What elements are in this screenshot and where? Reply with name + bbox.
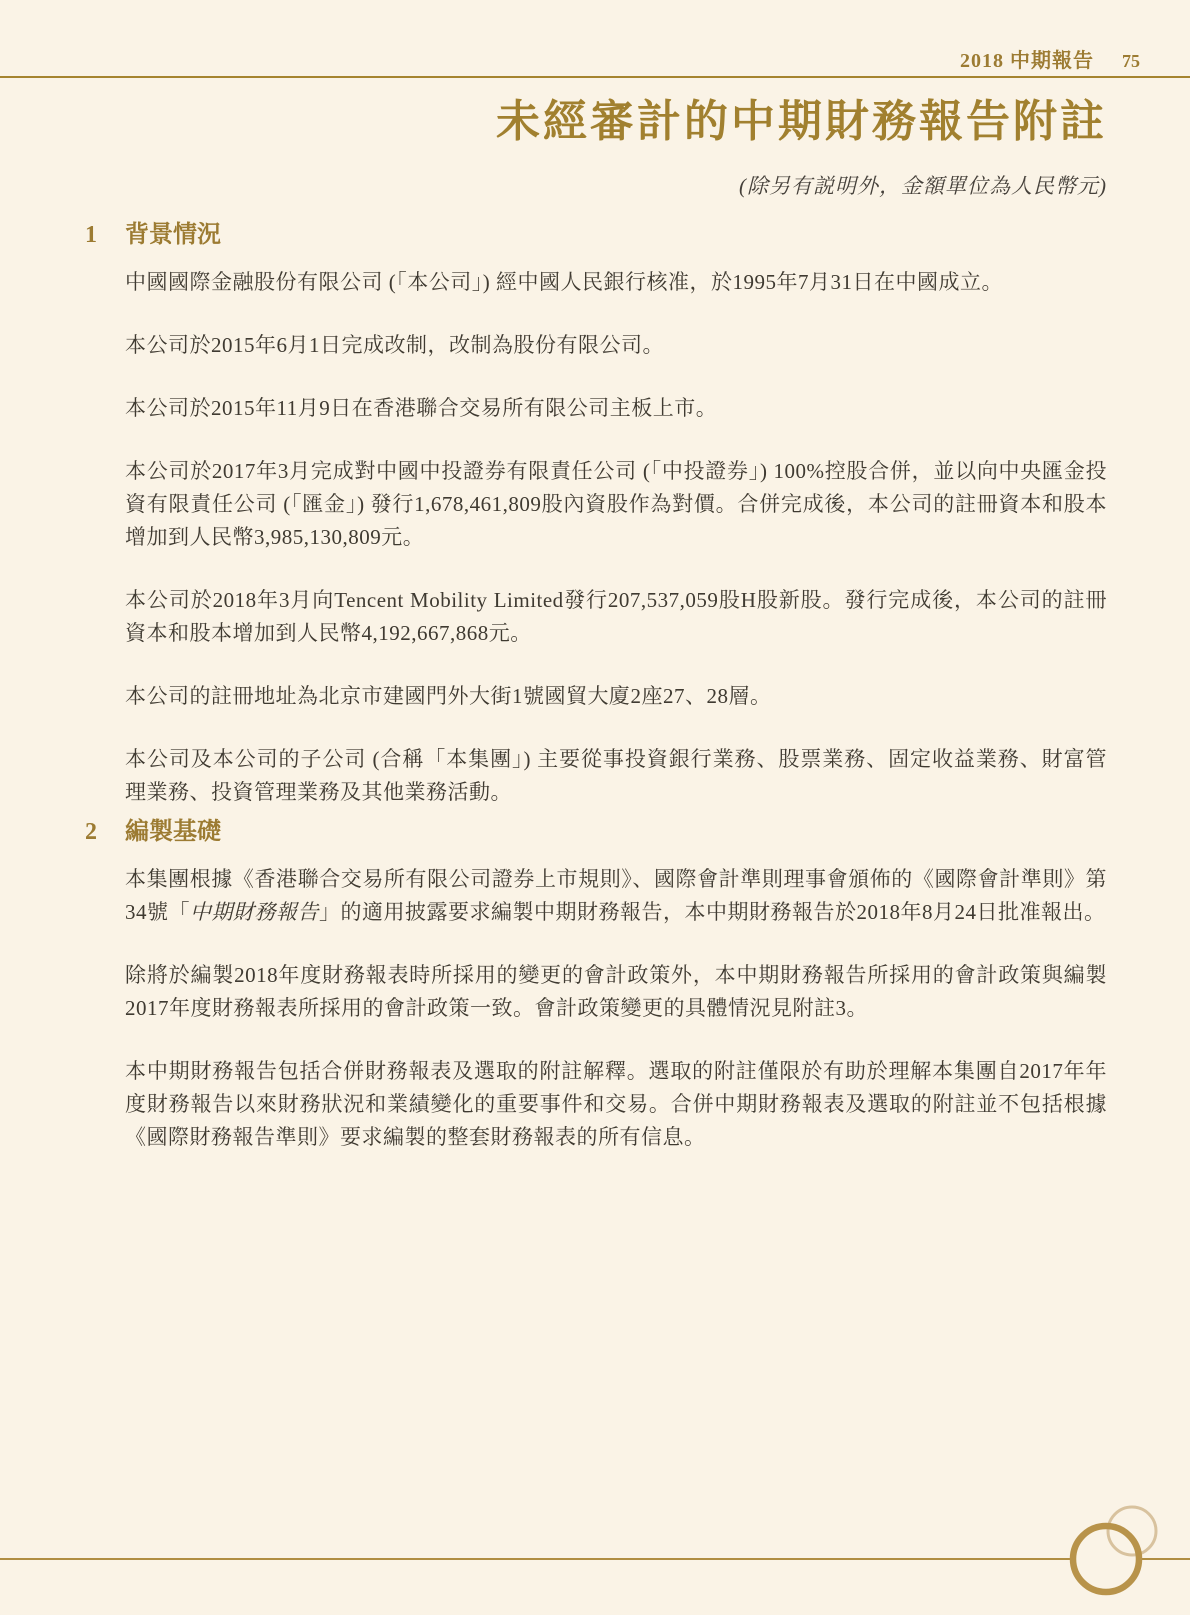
paragraph-restructuring: 本公司於2015年6月1日完成改制，改制為股份有限公司。 <box>125 333 664 357</box>
page-number: 75 <box>1122 51 1140 71</box>
document-body <box>85 220 1107 1154</box>
paragraph-text-pre: 本集團根據《香港聯合交易所有限公司證券上市規則》、國際會計準則理事會頒佈的《國際會計準則》第34號「 <box>125 867 1107 924</box>
section-2-heading-row <box>85 817 1107 847</box>
paragraph-group-business: 本公司及本公司的子公司 (合稱「本集團」) 主要從事投資銀行業務、股票業務、固定收益業務、財富管理業務、投資管理業務及其他業務活動。 <box>125 747 1107 804</box>
paragraph-preparation-standards <box>125 863 1107 929</box>
document-title: 未經審計的中期財務報告附註 <box>496 97 1107 146</box>
section-2-body <box>125 863 1107 1154</box>
page-header <box>960 44 1140 73</box>
paragraph-report-scope: 本中期財務報告包括合併財務報表及選取的附註解釋。選取的附註僅限於有助於理解本集團自2017年年度財務報告以來財務狀況和業績變化的重要事件和交易。合併中期財務報表及選取的附註並不包括根據《國際財務報告準則》要求編製的整套財務報表的所有信息。 <box>125 1059 1107 1149</box>
report-name: 2018 中期報告 <box>960 50 1094 72</box>
section-background <box>85 220 1107 809</box>
paragraph-registered-address: 本公司的註冊地址為北京市建國門外大街1號國貿大廈2座27、28層。 <box>125 684 772 708</box>
section-basis-of-preparation <box>85 817 1107 1154</box>
paragraph-tencent-issue: 本公司於2018年3月向Tencent Mobility Limited發行207,537,059股H股新股。發行完成後，本公司的註冊資本和股本增加到人民幣4,192,667,868元。 <box>125 588 1107 645</box>
section-1-body <box>125 266 1107 809</box>
paragraph-hk-listing: 本公司於2015年11月9日在香港聯合交易所有限公司主板上市。 <box>125 396 718 420</box>
section-2-heading: 編製基礎 <box>125 819 221 845</box>
section-1-heading-row <box>85 220 1107 250</box>
paragraph-italic-term: 中期財務報告 <box>190 900 319 924</box>
section-2-number: 2 <box>85 819 97 845</box>
paragraph-company-establishment: 中國國際金融股份有限公司 (「本公司」) 經中國人民銀行核准，於1995年7月31日在中國成立。 <box>125 270 1003 294</box>
paragraph-cisc-merger: 本公司於2017年3月完成對中國中投證券有限責任公司 (「中投證券」) 100%控股合併，並以向中央匯金投資有限責任公司 (「匯金」) 發行1,678,461,809股內資股作為對價。合併完成後，本公司的註冊資本和股本增加到人民幣3,985,130,809元。 <box>125 459 1107 549</box>
section-1-heading: 背景情況 <box>125 222 221 248</box>
section-1-number: 1 <box>85 222 97 248</box>
header-rule <box>0 76 1190 78</box>
document-subtitle: (除另有説明外，金額單位為人民幣元) <box>739 174 1107 198</box>
footer-decoration <box>0 1500 1190 1615</box>
paragraph-accounting-policies: 除將於編製2018年度財務報表時所採用的變更的會計政策外，本中期財務報告所採用的會計政策與編製2017年度財務報表所採用的會計政策一致。會計政策變更的具體情況見附註3。 <box>125 963 1107 1020</box>
paragraph-text-post: 」的適用披露要求編製中期財務報告，本中期財務報告於2018年8月24日批准報出。 <box>319 900 1106 924</box>
